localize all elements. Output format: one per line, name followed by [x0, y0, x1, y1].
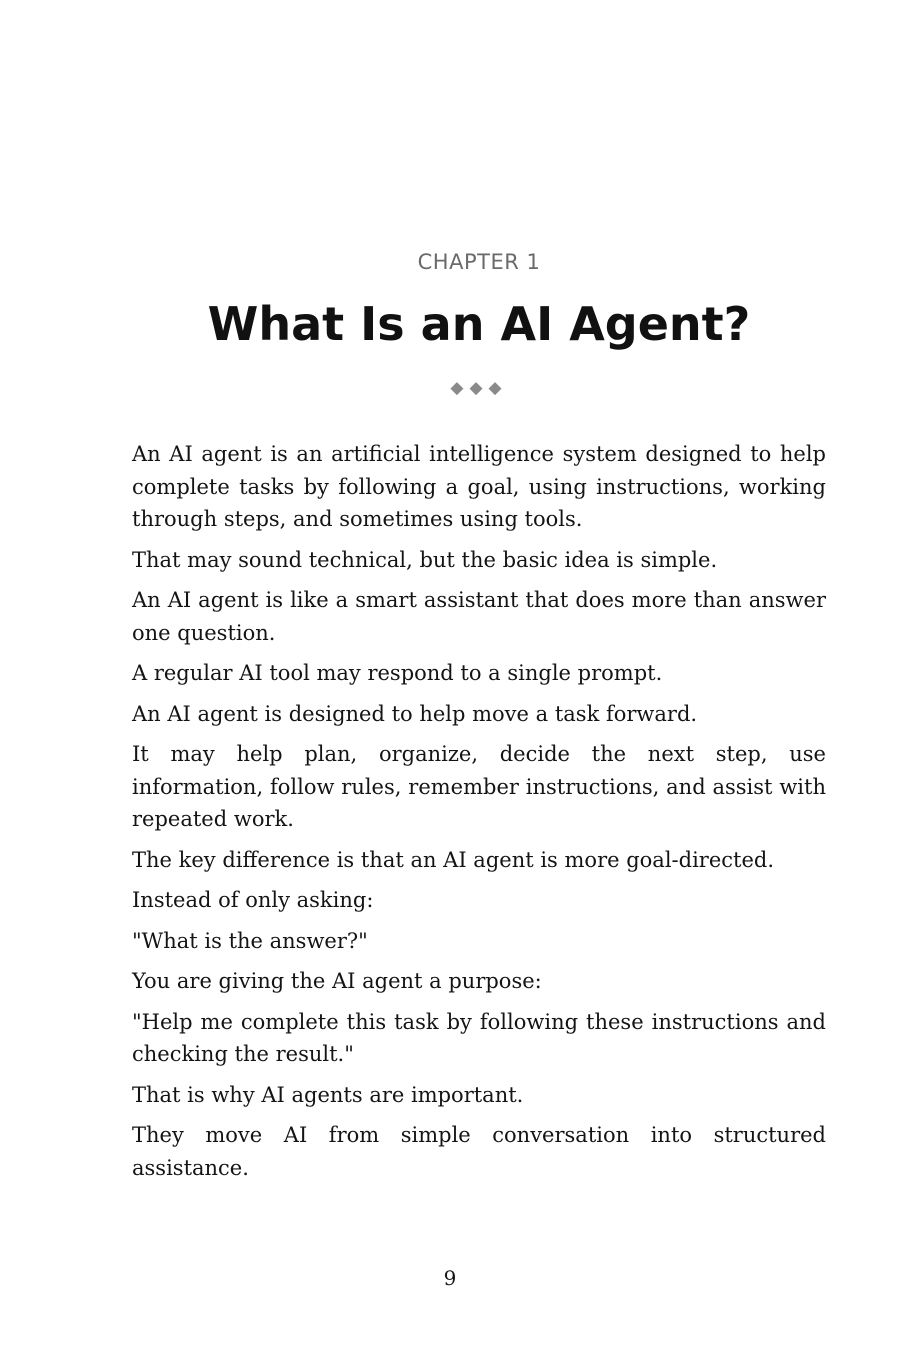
- paragraph: An AI agent is an artificial intelligence system designed to help complete tasks by following a goal, using instructions, working through steps, and sometimes using tools.: [132, 442, 826, 531]
- chapter-label: CHAPTER 1: [417, 250, 541, 274]
- paragraph: "What is the answer?": [132, 928, 368, 953]
- ornament-divider: ◆◆◆: [450, 378, 508, 398]
- chapter-title: What Is an AI Agent?: [207, 297, 751, 351]
- paragraph: Instead of only asking:: [132, 888, 374, 912]
- paragraph: You are giving the AI agent a purpose:: [132, 969, 542, 993]
- paragraph: A regular AI tool may respond to a single prompt.: [132, 661, 663, 685]
- paragraph: It may help plan, organize, decide the next step, use information, follow rules, remember instructions, and assist with repeated work.: [132, 742, 826, 831]
- paragraph: They move AI from simple conversation into structured assistance.: [132, 1123, 826, 1180]
- chapter-body: [132, 438, 826, 1192]
- paragraph: An AI agent is like a smart assistant that does more than answer one question.: [132, 588, 826, 645]
- page-number: 9: [443, 1266, 457, 1290]
- paragraph: "Help me complete this task by following these instructions and checking the result.": [132, 1009, 826, 1066]
- paragraph: That is why AI agents are important.: [132, 1082, 524, 1107]
- paragraph: The key difference is that an AI agent is more goal-directed.: [132, 847, 774, 872]
- paragraph: That may sound technical, but the basic idea is simple.: [132, 547, 718, 572]
- paragraph: An AI agent is designed to help move a task forward.: [132, 701, 698, 726]
